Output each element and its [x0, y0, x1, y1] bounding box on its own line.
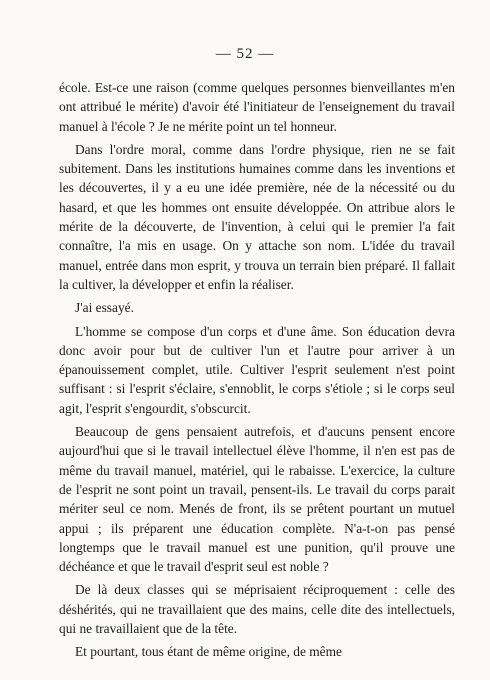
page-number: — 52 —: [215, 46, 275, 62]
paragraph: De là deux classes qui se méprisaient réciproquement : celle des déshérités, qui ne travaillaient que des mains, celle dite des intellectuels, qui ne travaillaient que de la tête.: [59, 582, 455, 637]
paragraph: L'homme se compose d'un corps et d'une âme. Son éducation devra donc avoir pour but de cultiver l'un et l'autre pour arriver à un épanouissement complet, utile. Cultiver l'esprit seulement n'est point suffisant : si l'esprit s'éclaire, s'ennoblit, le corps s'étiole ; si le corps seul agit, l'esprit s'engourdit, s'obscurcit.: [59, 323, 455, 416]
body-text: [59, 78, 455, 666]
paragraph: Beaucoup de gens pensaient autrefois, et d'aucuns pensent encore aujourd'hui que si le travail intellectuel élève l'homme, il n'en est pas de même du travail manuel, matériel, qui le rabaisse. L'exercice, la culture de l'esprit ne sont point un travail, pensent-ils. Le travail du corps parait mériter seul ce nom. Menés de front, ils se prêtent pourtant un mutuel appui ; ils préparent une éducation complète. N'a-t-on pas pensé longtemps que le travail manuel est une punition, qu'il prouve une déchéance et que le travail d'esprit seul est noble ?: [59, 424, 455, 575]
paragraph-continued: école. Est-ce une raison (comme quelques personnes bienveillantes m'en ont attribué le mérite) d'avoir été l'initiateur de l'enseignement du travail manuel à l'école ? Je ne mérite point un tel honneur.: [59, 80, 455, 134]
paragraph: J'ai essayé.: [75, 300, 134, 316]
paragraph: Dans l'ordre moral, comme dans l'ordre physique, rien ne se fait subitement. Dans les institutions humaines comme dans les inventions et les découvertes, il y a eu une idée première, née de la nécessité ou du hasard, et que les hommes ont ensuite développée. On attribue alors le mérite de la découverte, de l'invention, à celui qui le premier l'a fait connaître, l'a mis en usage. On y attache son nom. L'idée du travail manuel, entrée dans mon esprit, y trouva un terrain bien préparé. Il fallait la cultiver, la développer et enfin la réaliser.: [59, 141, 455, 292]
paragraph: Et pourtant, tous étant de même origine, de même: [75, 644, 342, 660]
